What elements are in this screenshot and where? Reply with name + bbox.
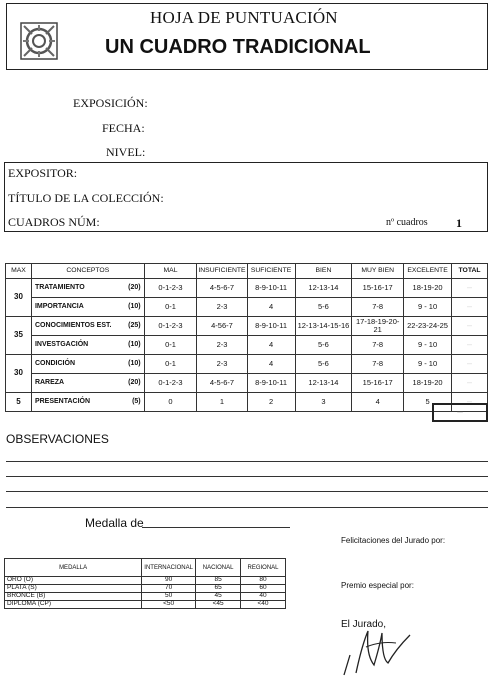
concept-points: (25): [128, 322, 141, 330]
score-cell: 1: [197, 393, 247, 412]
concept-points: (20): [128, 284, 141, 292]
table-row: [6, 336, 488, 355]
medalla-label: Medalla de: [85, 516, 144, 530]
header-cell: REGIONAL: [241, 559, 286, 577]
header-cell: NACIONAL: [196, 559, 241, 577]
table-row: [6, 298, 488, 317]
score-cell: 9 - 10: [404, 355, 452, 374]
score-cell: 4: [247, 298, 295, 317]
medal-value: 85: [196, 577, 241, 585]
header-cell: CONCEPTOS: [31, 264, 144, 279]
score-header-row: [6, 264, 488, 279]
score-cell: 2-3: [197, 336, 247, 355]
score-cell: 5-6: [295, 298, 352, 317]
premio-label: Premio especial por:: [341, 581, 414, 590]
score-cell: 9 - 10: [404, 336, 452, 355]
score-cell: 5-6: [295, 355, 352, 374]
table-row: [5, 585, 286, 593]
table-row: [6, 279, 488, 298]
score-cell: 8-9-10-11: [247, 317, 295, 336]
nivel-label: NIVEL:: [106, 145, 146, 159]
concept-label: CONDICIÓN: [34, 360, 75, 368]
concept-cell: [31, 374, 144, 393]
score-cell: 0-1-2-3: [144, 317, 197, 336]
header-cell: INTERNACIONAL: [142, 559, 196, 577]
score-cell: 7-8: [352, 336, 404, 355]
score-cell: 4-5-6-7: [197, 374, 247, 393]
max-cell: 30: [6, 279, 32, 317]
grand-total-value: –: [457, 407, 463, 418]
max-cell: 30: [6, 355, 32, 393]
medal-table: [4, 558, 286, 609]
concept-label: INVESTGACIÓN: [34, 341, 89, 349]
total-cell[interactable]: –: [452, 355, 488, 374]
page-subtitle: UN CUADRO TRADICIONAL: [105, 36, 371, 58]
concept-label: TRATAMIENTO: [34, 284, 85, 292]
total-cell[interactable]: –: [452, 298, 488, 317]
score-cell: 15-16-17: [352, 279, 404, 298]
score-cell: 2-3: [197, 355, 247, 374]
total-cell[interactable]: –: [452, 336, 488, 355]
total-cell[interactable]: –: [452, 393, 488, 412]
concept-points: (10): [128, 360, 141, 368]
grand-total-box[interactable]: [432, 403, 488, 422]
medal-header-row: [5, 559, 286, 577]
jurado-label: El Jurado,: [341, 619, 387, 630]
header-cell: EXCELENTE: [404, 264, 452, 279]
n-cuadros-label: nº cuadros: [386, 217, 428, 228]
header-cell: MAX: [6, 264, 32, 279]
score-cell: 0-1: [144, 355, 197, 374]
header-cell: MEDALLA: [5, 559, 142, 577]
medal-name: ORO (O): [5, 577, 142, 585]
medal-value: 45: [196, 593, 241, 601]
table-row: [5, 601, 286, 609]
observation-line[interactable]: [6, 507, 488, 508]
score-cell: 17-18-19-20-21: [352, 317, 404, 336]
page-title: HOJA DE PUNTUACIÓN: [150, 8, 338, 27]
total-cell[interactable]: –: [452, 279, 488, 298]
score-cell: 0-1: [144, 336, 197, 355]
score-cell: 18-19-20: [404, 374, 452, 393]
score-cell: 5: [404, 393, 452, 412]
score-cell: 12-13-14-15-16: [295, 317, 352, 336]
score-cell: 3: [295, 393, 352, 412]
score-cell: 0-1-2-3: [144, 374, 197, 393]
exposicion-label: EXPOSICIÓN:: [73, 96, 148, 110]
concept-label: PRESENTACIÓN: [34, 398, 91, 406]
medal-value: <45: [196, 601, 241, 609]
concept-points: (20): [128, 379, 141, 387]
score-cell: 7-8: [352, 355, 404, 374]
medal-name: BRONCE (B): [5, 593, 142, 601]
concept-cell: [31, 298, 144, 317]
header-cell: MAL: [144, 264, 197, 279]
concept-cell: [31, 355, 144, 374]
header-cell: INSUFICIENTE: [197, 264, 247, 279]
expositor-label: EXPOSITOR:: [8, 166, 78, 180]
felicitaciones-label: Felicitaciones del Jurado por:: [341, 536, 446, 545]
medal-value: 60: [241, 585, 286, 593]
score-cell: 4-5-6-7: [197, 279, 247, 298]
score-cell: 15-16-17: [352, 374, 404, 393]
fecha-label: FECHA:: [102, 121, 145, 135]
observaciones-title: OBSERVACIONES: [6, 432, 109, 446]
medal-value: <40: [241, 601, 286, 609]
table-row: [6, 355, 488, 374]
score-cell: 5-6: [295, 336, 352, 355]
concept-label: RAREZA: [34, 379, 65, 387]
signature-icon: [336, 625, 416, 677]
table-row: [5, 577, 286, 585]
score-cell: 12-13-14: [295, 374, 352, 393]
concept-cell: [31, 393, 144, 412]
titulo-label: TÍTULO DE LA COLECCIÓN:: [8, 191, 164, 205]
table-row: [6, 374, 488, 393]
medal-value: 50: [142, 593, 196, 601]
score-cell: 0-1: [144, 298, 197, 317]
score-cell: 9 - 10: [404, 298, 452, 317]
header-cell: SUFICIENTE: [247, 264, 295, 279]
concept-cell: [31, 317, 144, 336]
concept-cell: [31, 279, 144, 298]
score-cell: 0-1-2-3: [144, 279, 197, 298]
observation-line[interactable]: [6, 461, 488, 462]
n-cuadros-value: 1: [456, 216, 462, 230]
medal-value: 70: [142, 585, 196, 593]
observation-line[interactable]: [6, 491, 488, 492]
observation-line[interactable]: [6, 476, 488, 477]
score-cell: 7-8: [352, 298, 404, 317]
concept-points: (5): [132, 398, 141, 406]
table-row: [6, 393, 488, 412]
score-cell: 4: [352, 393, 404, 412]
score-cell: 2: [247, 393, 295, 412]
score-cell: 4: [247, 355, 295, 374]
concept-points: (10): [128, 303, 141, 311]
concept-cell: [31, 336, 144, 355]
medal-value: 40: [241, 593, 286, 601]
score-cell: 8-9-10-11: [247, 374, 295, 393]
score-table: [5, 263, 488, 412]
score-cell: 4-56-7: [197, 317, 247, 336]
score-cell: 22-23-24-25: [404, 317, 452, 336]
medal-value: 80: [241, 577, 286, 585]
medal-value: <50: [142, 601, 196, 609]
score-cell: 2-3: [197, 298, 247, 317]
header-cell: BIEN: [295, 264, 352, 279]
concept-label: CONOCIMIENTOS EST.: [34, 322, 112, 330]
table-row: [6, 317, 488, 336]
emblem-icon: [20, 22, 58, 60]
header-cell: MUY BIEN: [352, 264, 404, 279]
medalla-field[interactable]: [142, 527, 290, 528]
max-cell: 35: [6, 317, 32, 355]
concept-points: (10): [128, 341, 141, 349]
score-cell: 0: [144, 393, 197, 412]
score-cell: 8-9-10-11: [247, 279, 295, 298]
score-cell: 18-19-20: [404, 279, 452, 298]
concept-label: IMPORTANCIA: [34, 303, 84, 311]
score-cell: 12-13-14: [295, 279, 352, 298]
medal-value: 65: [196, 585, 241, 593]
cuadros-num-label: CUADROS NÚM:: [8, 215, 100, 229]
medal-name: DIPLOMA (CP): [5, 601, 142, 609]
header-cell: TOTAL: [452, 264, 488, 279]
total-cell[interactable]: –: [452, 374, 488, 393]
max-cell: 5: [6, 393, 32, 412]
score-cell: 4: [247, 336, 295, 355]
medal-name: PLATA (S): [5, 585, 142, 593]
medal-value: 90: [142, 577, 196, 585]
total-cell[interactable]: –: [452, 317, 488, 336]
